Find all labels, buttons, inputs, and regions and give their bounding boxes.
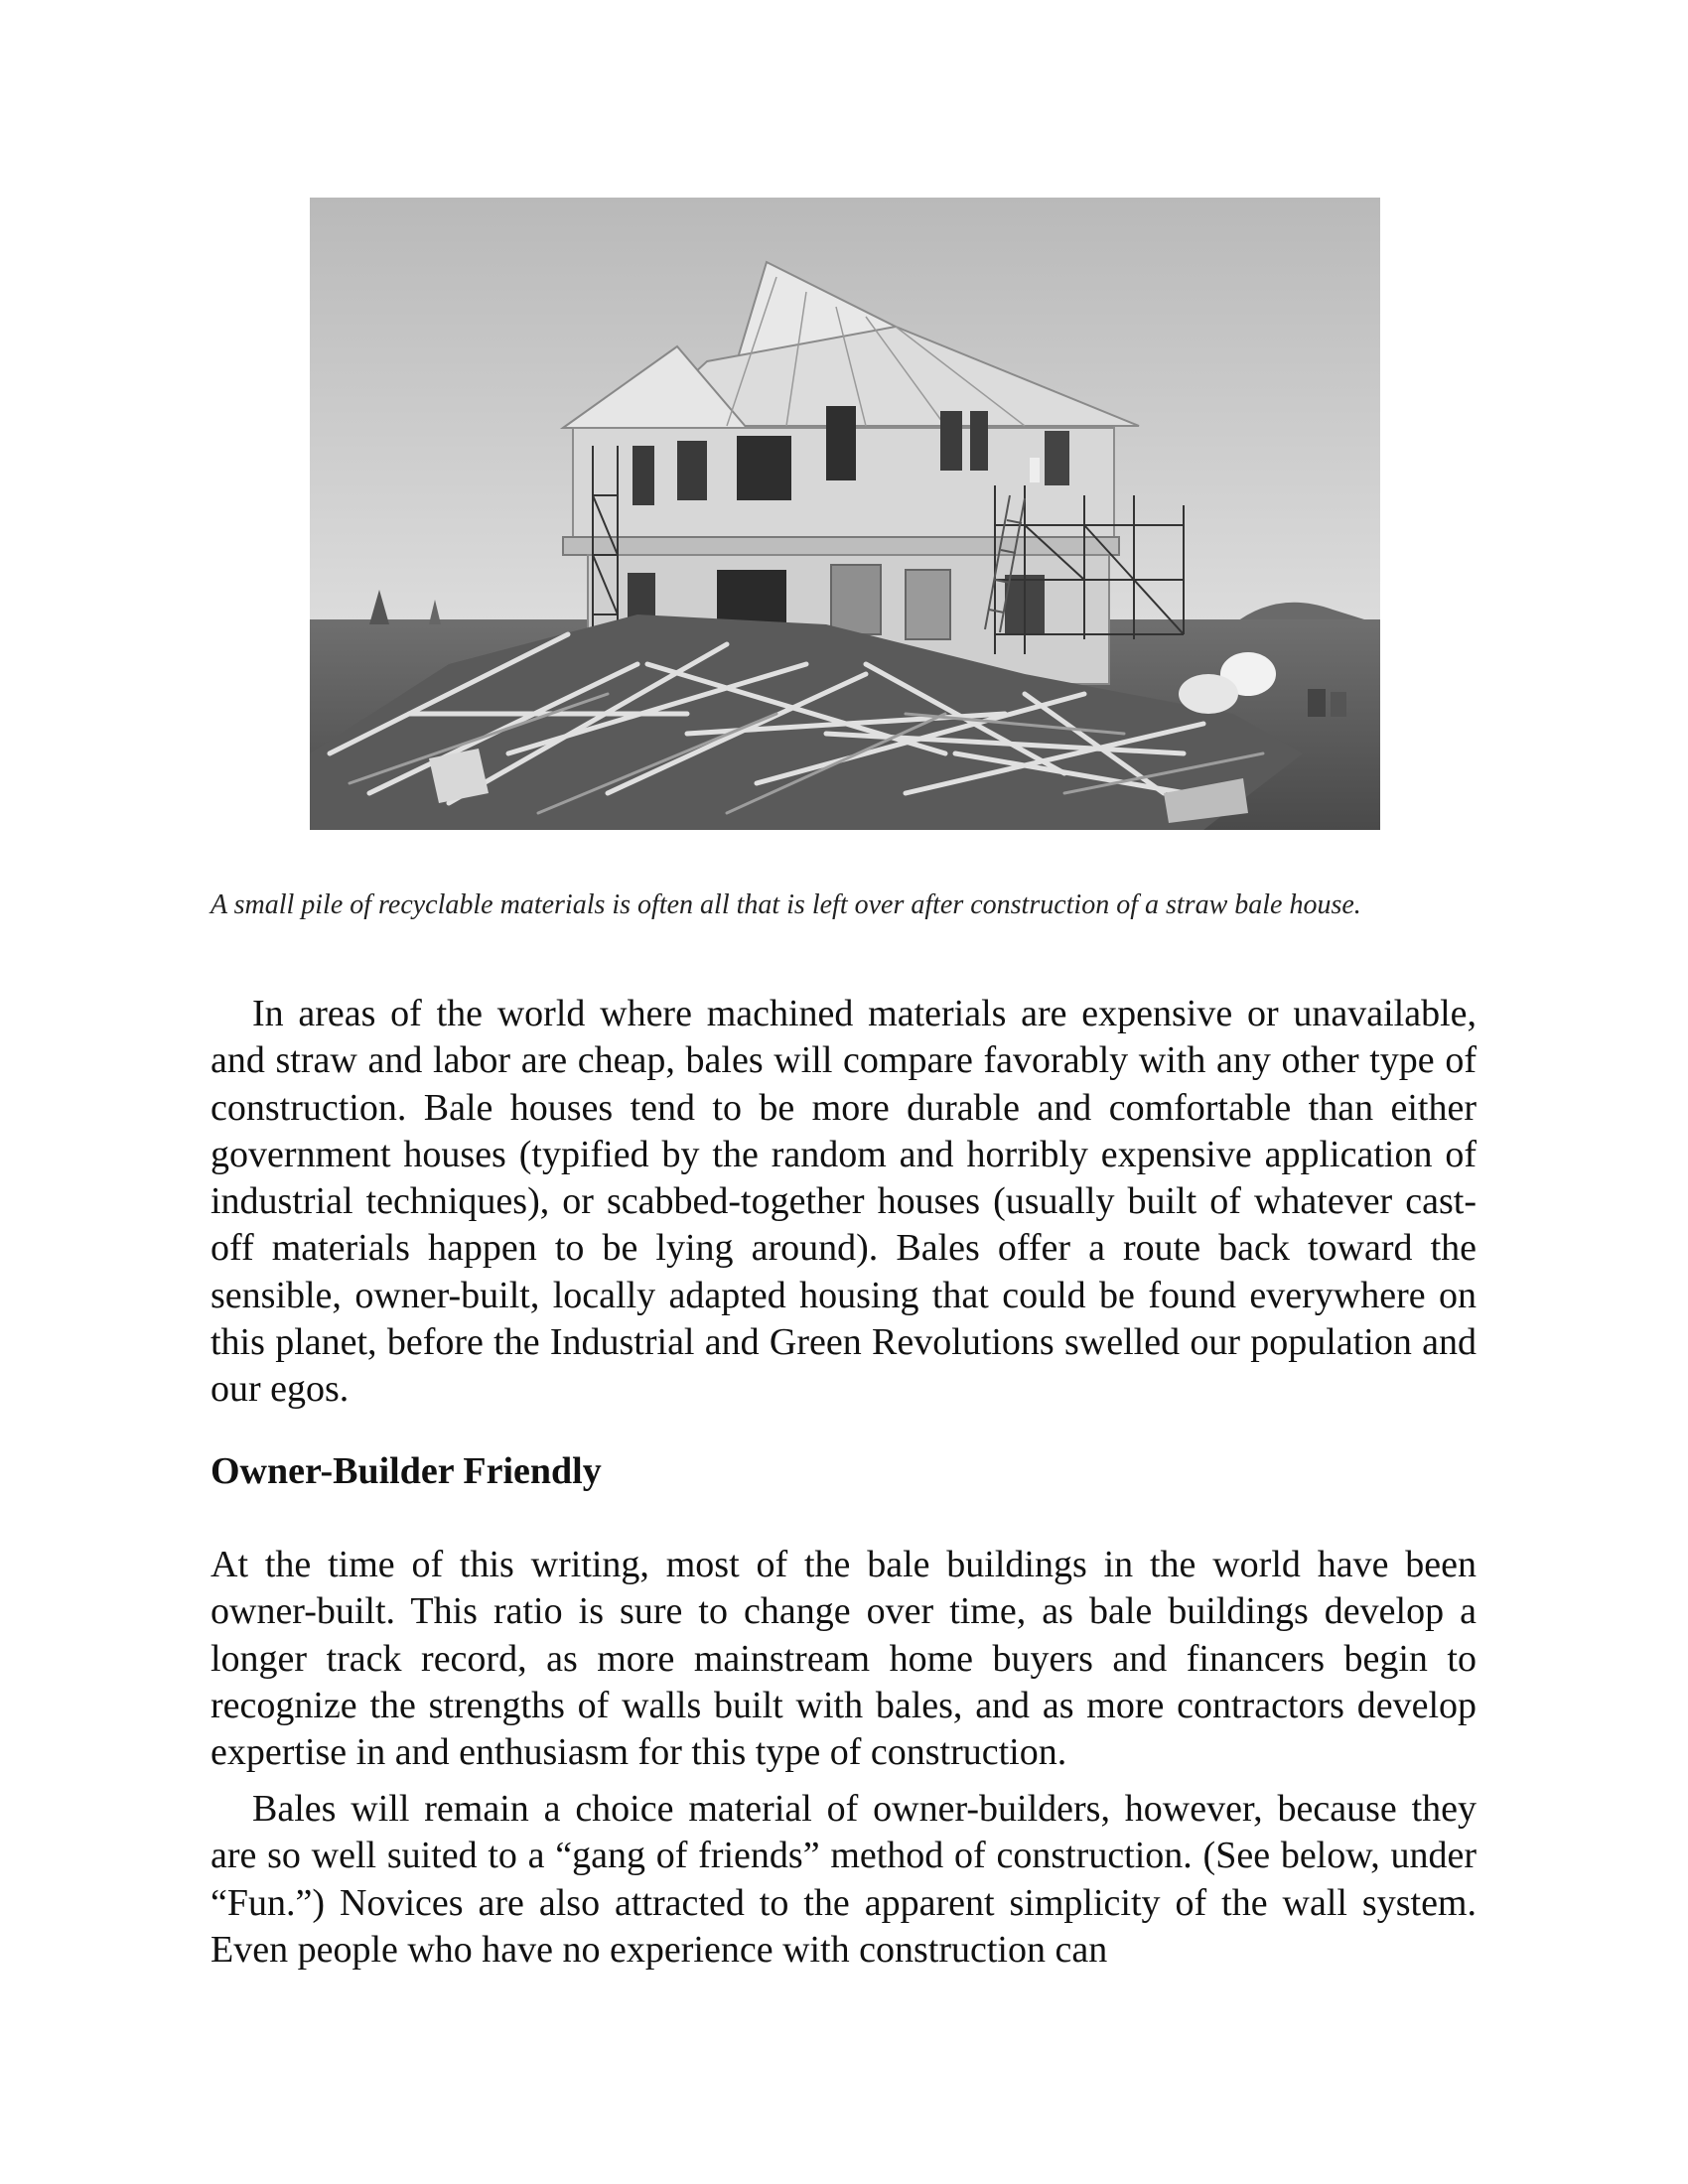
body-paragraph-3: Bales will remain a choice material of owner-builders, however, because they are so well suited to a “gang of friends” method of construction. (See below, under “Fun.”) Novices are also attracted to the apparent simplicity of the wall system. Even people who have no experience with construction can	[211, 1788, 1477, 1971]
body-paragraph-2: At the time of this writing, most of the bale buildings in the world have been owner-built. This ratio is sure to change over time, as bale buildings develop a longer track record, as more mainstream home buyers and financers begin to recognize the strengths of walls built with bales, and as more contractors develop expertise in and enthusiasm for this type of construction.	[211, 1544, 1477, 1774]
body-paragraph-1: In areas of the world where machined materials are expensive or unavailable, and straw and labor are cheap, bales will compare favorably with any other type of construction. Bale houses tend to be more durable and comfortable than either government houses (typified by the random and horribly expensive application of industrial techniques), or scabbed-together houses (usually built of whatever cast-off materials happen to be lying around). Bales offer a route back toward the sensible, owner-built, locally adapted housing that could be found everywhere on this planet, before the Industrial and Green Revolutions swelled our population and our egos.	[211, 993, 1477, 1411]
section-heading: Owner-Builder Friendly	[211, 1450, 602, 1492]
figure-caption: A small pile of recyclable materials is often all that is left over after construction of a straw bale house.	[211, 889, 1361, 920]
house-illustration	[310, 198, 1380, 830]
house-construction-photo	[310, 198, 1380, 830]
